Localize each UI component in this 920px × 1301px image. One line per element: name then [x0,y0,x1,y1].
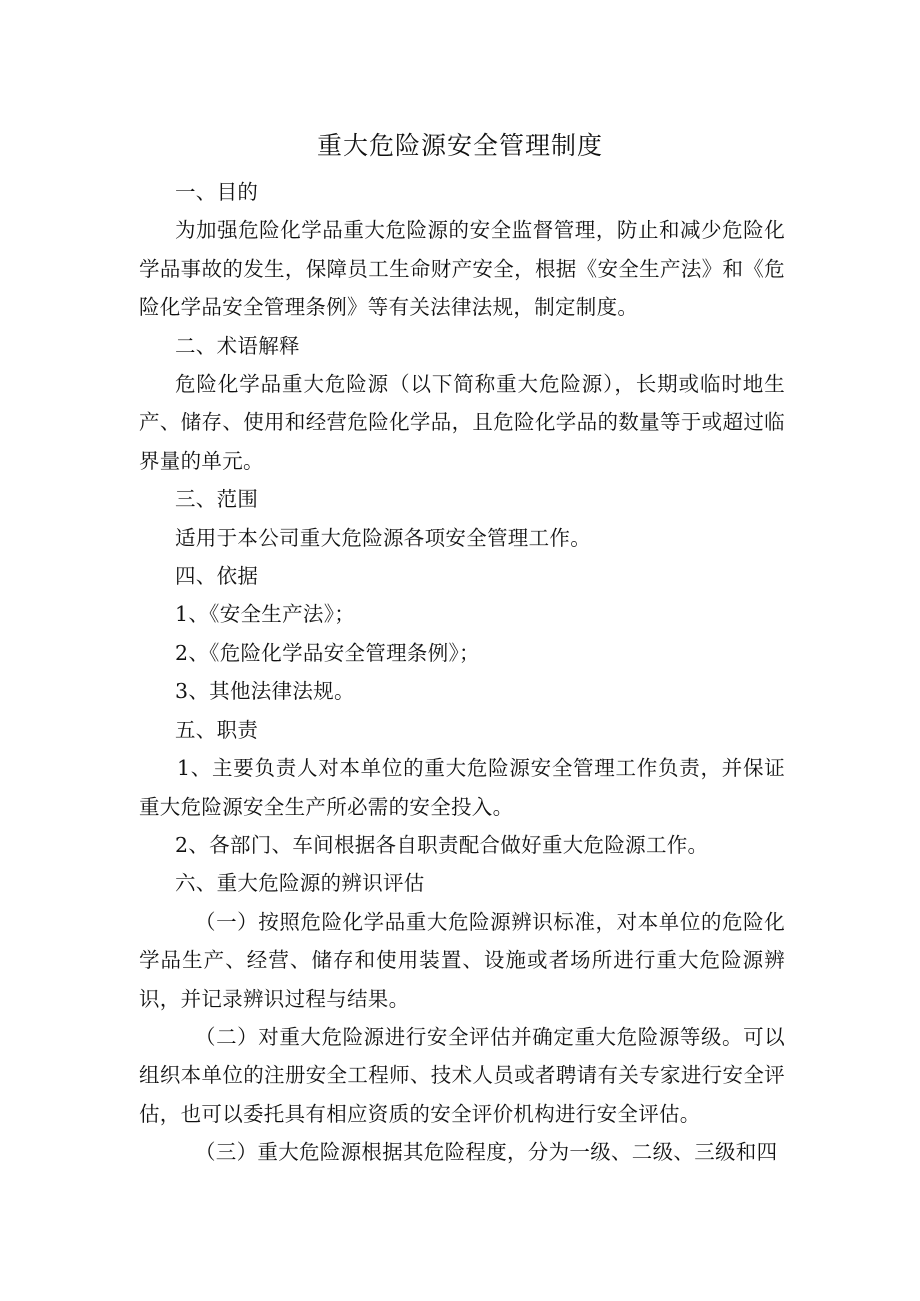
section-heading-scope: 三、范围 [175,487,259,512]
section-heading-identification: 六、重大危险源的辨识评估 [175,871,425,896]
document-body [139,173,785,1172]
section-heading-basis: 四、依据 [175,564,259,589]
section-heading-duties: 五、职责 [175,717,259,742]
document-title: 重大危险源安全管理制度 [316,131,603,160]
identification-item-1: （一）按照危险化学品重大危险源辨识标准，对本单位的危险化学品生产、经营、储存和使用装置、设施或者场所进行重大危险源辨识，并记录辨识过程与结果。 [139,909,785,1011]
paragraph-scope: 适用于本公司重大危险源各项安全管理工作。 [175,525,591,550]
duty-item-2: 2、各部门、车间根据各自职责配合做好重大危险源工作。 [175,832,709,857]
identification-item-2: （二）对重大危险源进行安全评估并确定重大危险源等级。可以组织本单位的注册安全工程师、技术人员或者聘请有关专家进行安全评估，也可以委托具有相应资质的安全评价机构进行安全评估。 [139,1024,785,1126]
basis-item-3: 3、其他法律法规。 [175,679,355,704]
basis-item-2: 2、《危险化学品安全管理条例》； [175,640,480,665]
section-heading-purpose: 一、目的 [175,180,259,204]
identification-item-3: （三）重大危险源根据其危险程度，分为一级、二级、三级和四 [195,1140,778,1165]
basis-item-1: 1、《安全生产法》； [175,602,356,627]
paragraph-purpose: 为加强危险化学品重大危险源的安全监督管理，防止和减少危险化学品事故的发生，保障员工生命财产安全，根据《安全生产法》和《危险化学品安全管理条例》等有关法律法规，制定制度。 [139,218,785,320]
paragraph-terms: 危险化学品重大危险源（以下简称重大危险源），长期或临时地生产、储存、使用和经营危险化学品，且危险化学品的数量等于或超过临界量的单元。 [139,372,785,473]
section-heading-terms: 二、术语解释 [175,333,300,358]
duty-item-1: 1、主要负责人对本单位的重大危险源安全管理工作负责，并保证重大危险源安全生产所必需的安全投入。 [139,756,785,819]
